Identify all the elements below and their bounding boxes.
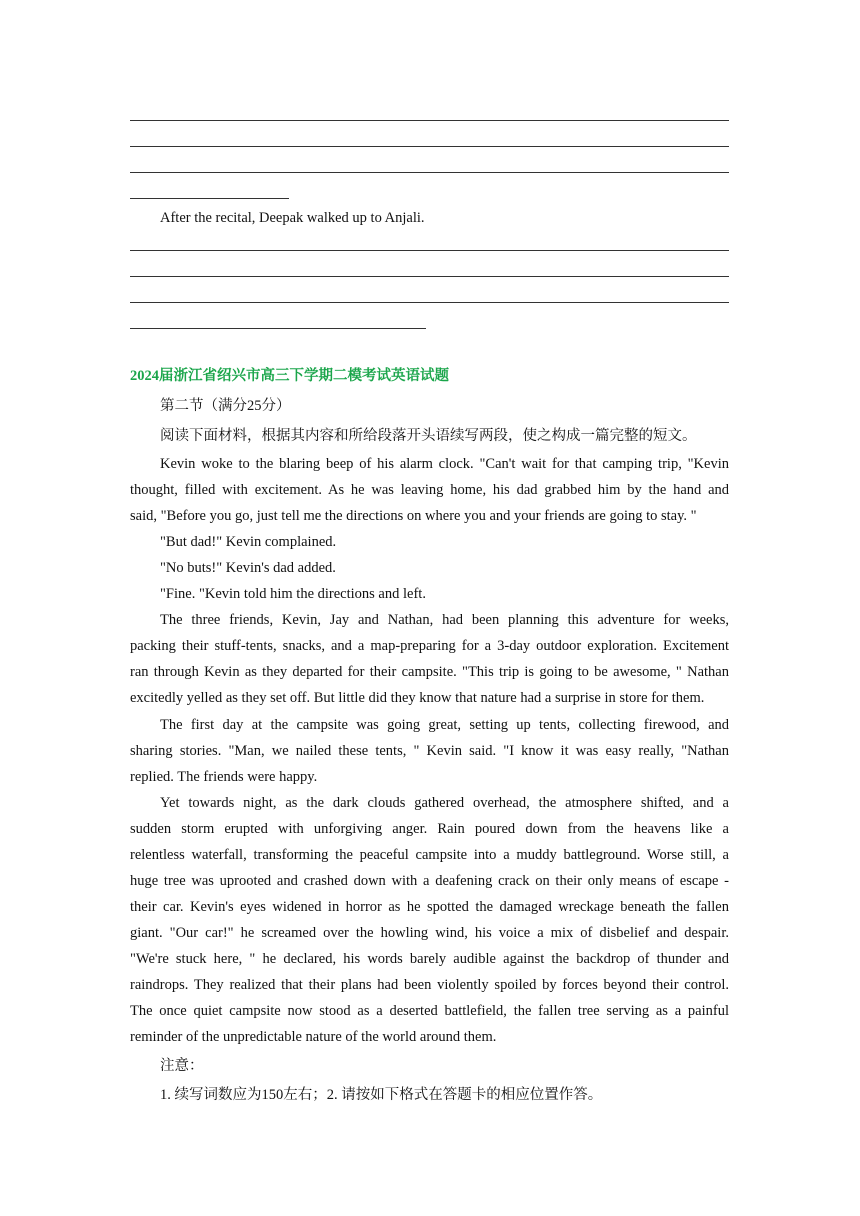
exam-title: 2024届浙江省绍兴市高三下学期二模考试英语试题 [130, 368, 449, 384]
passage-line: Kevin woke to the blaring beep of his alarm clock. "Can't wait for that camping trip, "Kevin [160, 456, 729, 472]
passage-line: sudden storm erupted with unforgiving anger. Rain poured down from the heavens like a [130, 821, 729, 837]
answer-line [130, 172, 729, 173]
passage-line: ran through Kevin as they departed for their campsite. "This trip is going to be awesome, " Nathan [130, 664, 729, 680]
answer-line [130, 146, 729, 147]
passage-line: reminder of the unpredictable nature of the world around them. [130, 1029, 497, 1045]
passage-line: their car. Kevin's eyes widened in horror as he spotted the damaged wreckage beneath the fallen [130, 899, 729, 915]
passage-line: excitedly yelled as they set off. But little did they know that nature had a surprise in store for them. [130, 690, 705, 706]
answer-line [130, 302, 729, 303]
passage-line: thought, filled with excitement. As he was leaving home, his dad grabbed him by the hand and [130, 482, 729, 498]
passage-line: The three friends, Kevin, Jay and Nathan, had been planning this adventure for weeks, [160, 612, 729, 628]
instruction-text: 阅读下面材料，根据其内容和所给段落开头语续写两段，使之构成一篇完整的短文。 [160, 428, 697, 444]
note-label: 注意： [160, 1058, 204, 1074]
answer-line-short [130, 198, 289, 199]
passage-line: said, "Before you go, just tell me the directions on where you and your friends are going to stay. " [130, 508, 697, 524]
passage-line: huge tree was uprooted and crashed down with a deafening crack on their only means of escape - [130, 873, 729, 889]
passage-line: "We're stuck here, " he declared, his words barely audible against the backdrop of thunder and [130, 951, 729, 967]
answer-line-short [130, 328, 426, 329]
note-text: 1. 续写词数应为150左右；2. 请按如下格式在答题卡的相应位置作答。 [160, 1087, 603, 1103]
section-subtitle: 第二节（满分25分） [160, 398, 291, 414]
passage-line: sharing stories. "Man, we nailed these tents, " Kevin said. "I know it was easy really, "Nathan [130, 743, 729, 759]
answer-line [130, 276, 729, 277]
passage-line: replied. The friends were happy. [130, 769, 318, 785]
passage-line: The first day at the campsite was going great, setting up tents, collecting firewood, and [160, 717, 729, 733]
passage-line: Yet towards night, as the dark clouds gathered overhead, the atmosphere shifted, and a [160, 795, 729, 811]
passage-line: raindrops. They realized that their plans had been violently spoiled by forces beyond their control. [130, 977, 729, 993]
continuation-prompt: After the recital, Deepak walked up to Anjali. [160, 210, 425, 226]
passage-line: "No buts!" Kevin's dad added. [160, 560, 336, 576]
passage-line: The once quiet campsite now stood as a deserted battlefield, the fallen tree serving as a painful [130, 1003, 729, 1019]
answer-line [130, 120, 729, 121]
passage-line: giant. "Our car!" he screamed over the howling wind, his voice a mix of disbelief and despair. [130, 925, 729, 941]
passage-line: "But dad!" Kevin complained. [160, 534, 337, 550]
passage-line: "Fine. "Kevin told him the directions and left. [160, 586, 426, 602]
answer-line [130, 250, 729, 251]
passage-line: relentless waterfall, transforming the peaceful campsite into a muddy battleground. Worse still, a [130, 847, 729, 863]
passage-line: packing their stuff-tents, snacks, and a map-preparing for a 3-day outdoor exploration. Excitement [130, 638, 729, 654]
